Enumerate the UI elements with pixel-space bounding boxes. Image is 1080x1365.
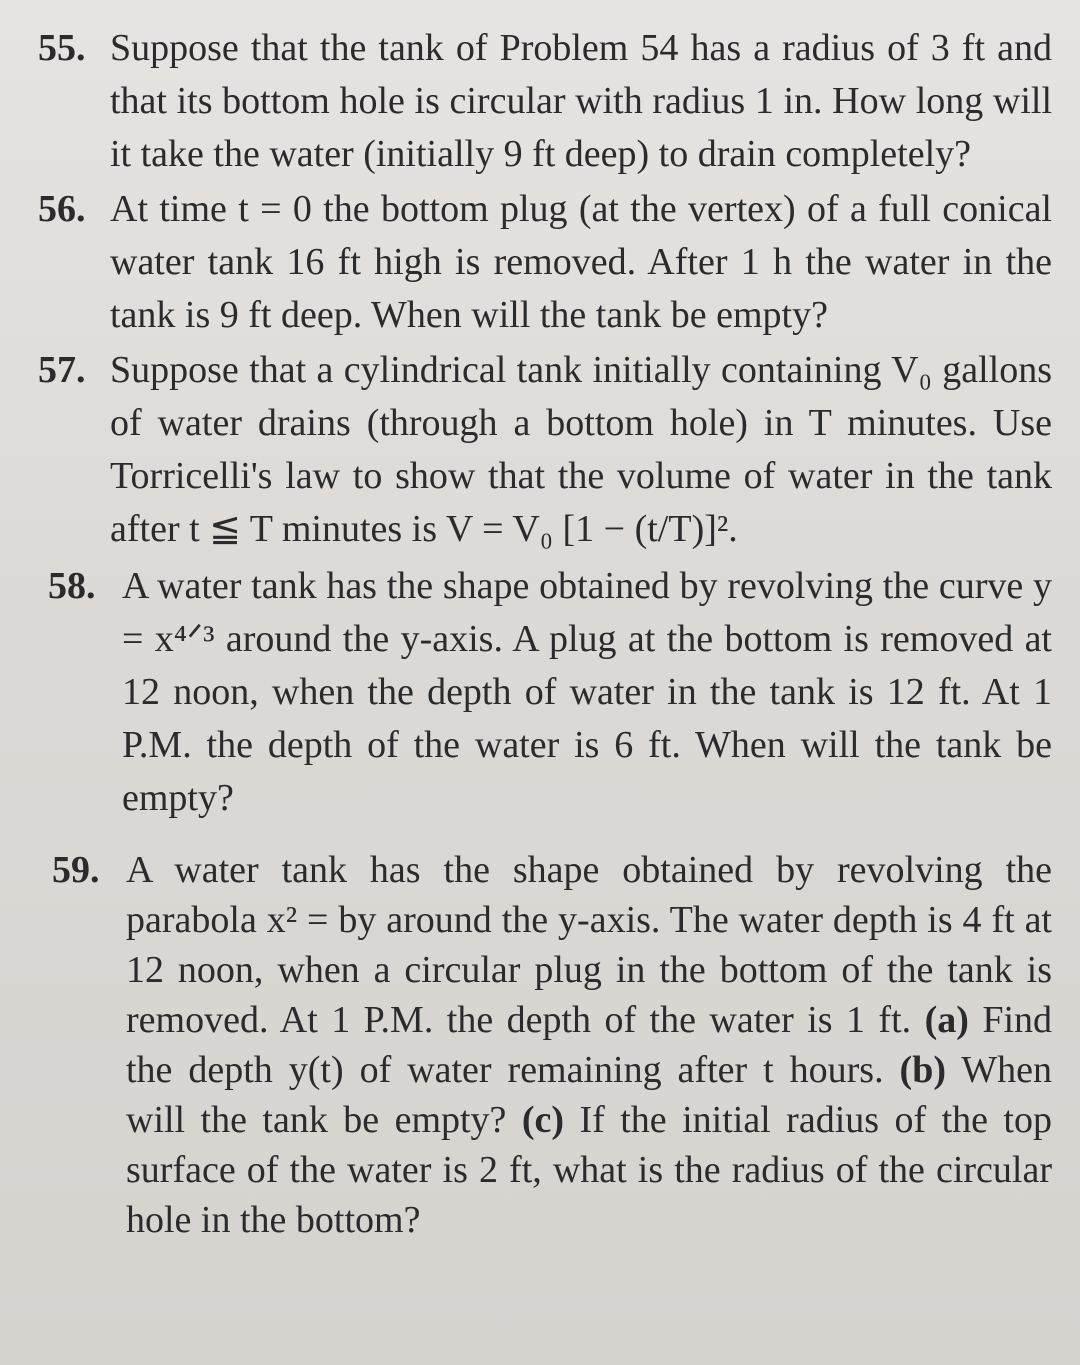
part-text: If the initial radius of the top surface of the water is 2 ft, what is the radius of the circular hole in the bottom? — [126, 1099, 1052, 1241]
problem-text: Suppose that a cylindrical tank initially containing V₀ gallons of water drains (through a bottom hole) in T minutes. Use Torricelli's law to show that the volume of water in the tank after t ≦ T minutes is V = V₀ [1 − (t/T)]². — [110, 349, 1052, 550]
problem-text: At time t = 0 the bottom plug (at the vertex) of a full conical water tank 16 ft high is removed. After 1 h the water in the tank is 9 ft deep. When will the tank be empty? — [110, 188, 1052, 336]
problem-59 — [38, 845, 1052, 1245]
part-label: (b) — [899, 1049, 946, 1091]
problem-text: Suppose that the tank of Problem 54 has a radius of 3 ft and that its bottom hole is circular with radius 1 in. How long will it take the water (initially 9 ft deep) to drain completely? — [110, 27, 1052, 175]
problem-number: 56. — [38, 188, 86, 230]
part-text: When will the tank be empty? — [126, 1049, 1053, 1141]
problem-text: A water tank has the shape obtained by revolving the parabola x² = by around the y-axis. The water depth is 4 ft at 12 noon, when a circular plug in the bottom of the tank is removed. At 1 P.M. the depth of the water is 1 ft. — [126, 849, 1052, 1041]
problem-number: 59. — [52, 849, 100, 891]
problem-number: 58. — [48, 565, 96, 607]
part-text: Find the depth y(t) of water remaining after t hours. — [126, 999, 1053, 1091]
part-label: (c) — [521, 1099, 565, 1141]
problem-text: A water tank has the shape obtained by revolving the curve y = x⁴ᐟ³ around the y-axis. A plug at the bottom is removed at 12 noon, when the depth of water in the tank is 12 ft. At 1 P.M. the depth of the water is 6 ft. When will the tank be empty? — [122, 565, 1052, 819]
problem-58 — [38, 560, 1052, 825]
part-label: (a) — [924, 999, 969, 1041]
problem-56 — [38, 183, 1052, 342]
problem-number: 55. — [38, 27, 86, 69]
problem-body — [126, 845, 1052, 1245]
problem-55 — [38, 22, 1052, 181]
problem-57 — [38, 344, 1052, 556]
problem-number: 57. — [38, 349, 86, 391]
